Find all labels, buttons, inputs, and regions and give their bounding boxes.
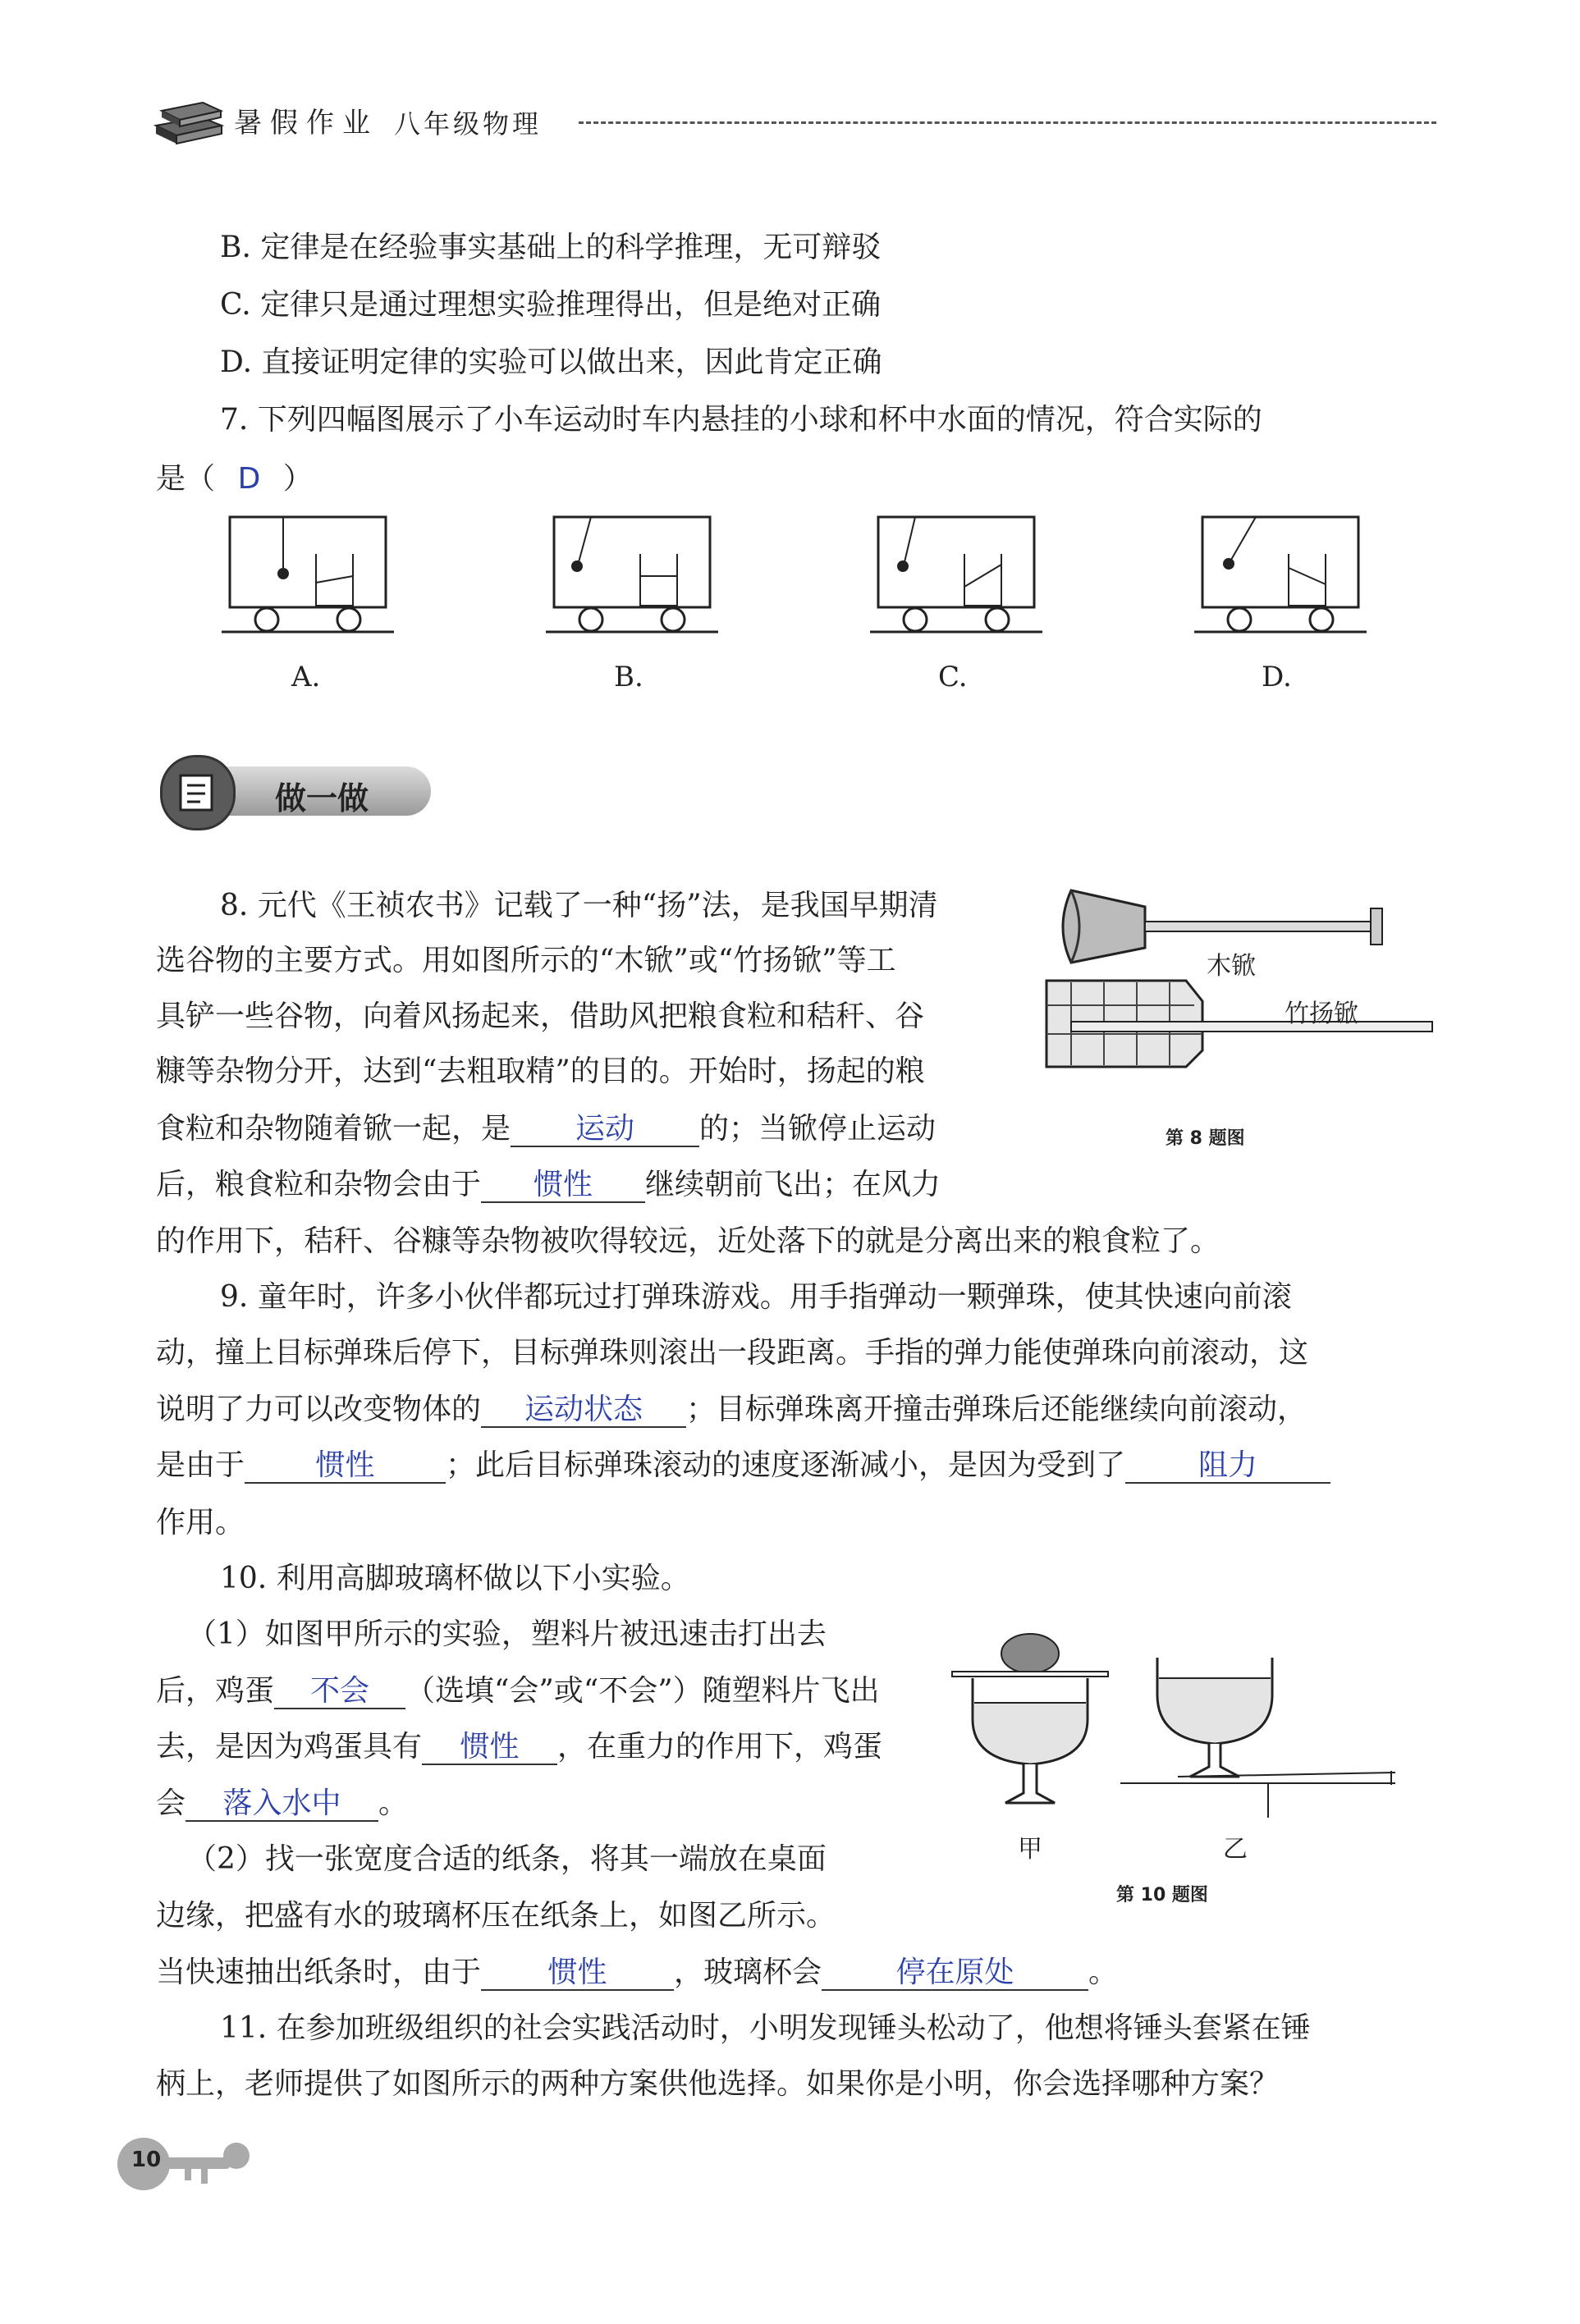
q10-figure-label-yi: 乙 <box>1223 1835 1248 1864</box>
bamboo-shovel-drawing <box>1046 981 1432 1067</box>
q9-answer-blank-3: 阻力 <box>1125 1449 1330 1484</box>
q10-answer-blank-4: 惯性 <box>481 1956 674 1991</box>
q8-line1: 8. 元代《王祯农书》记载了一种“扬”法，是我国早期清 <box>220 889 938 922</box>
q7-option-c-label: C. <box>938 661 968 693</box>
cart-figure-d <box>1194 517 1367 632</box>
notebook-icon <box>160 755 236 830</box>
q10-part1-line3-suffix: ，在重力的作用下，鸡蛋 <box>557 1730 883 1764</box>
q10-part1-line2-suffix: （选填“会”或“不会”）随塑料片飞出 <box>405 1674 880 1708</box>
q8-figure-label-bamboo: 竹扬锨 <box>1285 1000 1358 1028</box>
q10-figure-caption: 第 10 题图 <box>1116 1885 1208 1905</box>
cart-figure-b <box>546 517 718 632</box>
q10-part2-line1: （2）找一张宽度合适的纸条，将其一端放在桌面 <box>187 1842 827 1876</box>
q8-answer-blank-1: 运动 <box>511 1113 699 1147</box>
q9-line4-middle: ；此后目标弹珠滚动的速度逐渐减小，是因为受到了 <box>446 1448 1126 1482</box>
q10-part1-line2-prefix: 后，鸡蛋 <box>156 1674 275 1708</box>
q10-figure-label-jia: 甲 <box>1018 1835 1042 1864</box>
q8-figure <box>1038 882 1440 1104</box>
q11-line2: 柄上，老师提供了如图所示的两种方案供他选择。如果你是小明，你会选择哪种方案？ <box>156 2067 1280 2101</box>
q7-figures <box>222 517 1412 656</box>
q7-stem-suffix: ） <box>282 462 313 496</box>
q10-part1-line4-prefix: 会 <box>156 1786 186 1820</box>
q10-part2-line2: 边缘，把盛有水的玻璃杯压在纸条上，如图乙所示。 <box>156 1899 836 1933</box>
q9-line1: 9. 童年时，许多小伙伴都玩过打弹珠游戏。用手指弹动一颗弹珠，使其快速向前滚 <box>220 1280 1292 1314</box>
header-title: 暑假作业 <box>234 107 378 140</box>
q8-line5-suffix: 的；当锨停止运动 <box>699 1112 937 1146</box>
q10-stem: 10. 利用高脚玻璃杯做以下小实验。 <box>220 1562 690 1595</box>
q10-part2-line3-prefix: 当快速抽出纸条时，由于 <box>156 1956 482 1989</box>
q10-part1-line4-suffix: 。 <box>378 1786 409 1820</box>
q9-line4 <box>156 1444 1436 1487</box>
page-footer <box>90 2130 254 2195</box>
q8-figure-label-wooden: 木锨 <box>1207 952 1256 981</box>
page-number: 10 <box>131 2148 162 2172</box>
q8-line5-prefix: 食粒和杂物随着锨一起，是 <box>156 1112 511 1146</box>
q7-option-b-label: B. <box>614 661 643 693</box>
cart-figure-a <box>222 517 394 632</box>
books-icon <box>152 86 226 148</box>
q9-answer-blank-1: 运动状态 <box>481 1393 686 1428</box>
q8-line6 <box>156 1164 1436 1206</box>
q8-line6-suffix: 继续朝前飞出；在风力 <box>645 1168 941 1201</box>
q9-line4-prefix: 是由于 <box>156 1448 245 1482</box>
q10-part1-line3-prefix: 去，是因为鸡蛋具有 <box>156 1730 423 1764</box>
q9-line3-prefix: 说明了力可以改变物体的 <box>156 1393 482 1426</box>
q9-line2: 动，撞上目标弹珠后停下，目标弹珠则滚出一段距离。手指的弹力能使弹珠向前滚动，这 <box>156 1336 1309 1370</box>
q8-line3: 具铲一些谷物，向着风扬起来，借助风把粮食粒和秸秆、谷 <box>156 1000 925 1033</box>
glass-experiment-yi <box>1120 1658 1395 1818</box>
q7-stem-line1: 7. 下列四幅图展示了小车运动时车内悬挂的小球和杯中水面的情况，符合实际的 <box>220 403 1262 437</box>
q9-line5: 作用。 <box>156 1506 245 1539</box>
glass-experiment-jia <box>952 1634 1108 1803</box>
q9-line3 <box>156 1388 1436 1431</box>
section-banner <box>160 755 439 829</box>
header-rule <box>579 121 1436 124</box>
q10-part2-line3-middle: ，玻璃杯会 <box>674 1956 822 1989</box>
cart-figure-c <box>870 517 1042 632</box>
q10-answer-blank-3: 落入水中 <box>185 1787 378 1822</box>
q10-part1-line1: （1）如图甲所示的实验，塑料片被迅速击打出去 <box>187 1617 827 1651</box>
q7-stem-line2 <box>156 458 1436 501</box>
q10-answer-blank-2: 惯性 <box>422 1731 557 1765</box>
q9-line3-suffix: ；目标弹珠离开撞击弹珠后还能继续向前滚动， <box>686 1393 1308 1426</box>
q6-option-d: D. 直接证明定律的实验可以做出来，因此肯定正确 <box>220 345 882 379</box>
q8-line6-prefix: 后，粮食粒和杂物会由于 <box>156 1168 482 1201</box>
header-subtitle: 八年级物理 <box>394 108 543 140</box>
q9-answer-blank-2: 惯性 <box>245 1449 446 1484</box>
q8-line4: 糠等杂物分开，达到“去粗取精”的目的。开始时，扬起的粮 <box>156 1054 925 1088</box>
key-icon <box>107 2130 254 2195</box>
q7-stem-prefix: 是（ <box>156 462 216 496</box>
q10-figure <box>948 1629 1408 1834</box>
q7-option-d-label: D. <box>1262 661 1292 693</box>
q6-option-c: C. 定律只是通过理想实验推理得出，但是绝对正确 <box>220 288 882 322</box>
q7-option-a-label: A. <box>291 661 321 693</box>
q8-figure-caption: 第 8 题图 <box>1166 1128 1245 1149</box>
q7-answer: D <box>237 462 261 496</box>
q10-part2-line3 <box>156 1951 1436 1994</box>
q8-answer-blank-2: 惯性 <box>481 1169 645 1203</box>
q8-line2: 选谷物的主要方式。用如图所示的“木锨”或“竹扬锨”等工 <box>156 944 896 977</box>
q6-option-b: B. 定律是在经验事实基础上的科学推理，无可辩驳 <box>220 231 882 264</box>
q10-answer-blank-5: 停在原处 <box>822 1956 1088 1991</box>
section-title: 做一做 <box>275 780 369 817</box>
q8-line7: 的作用下，秸秆、谷糠等杂物被吹得较远，近处落下的就是分离出来的粮食粒了。 <box>156 1224 1220 1258</box>
q11-line1: 11. 在参加班级组织的社会实践活动时，小明发现锤头松动了，他想将锤头套紧在锤 <box>220 2011 1311 2045</box>
q10-answer-blank-1: 不会 <box>274 1675 405 1709</box>
q10-part2-line3-suffix: 。 <box>1088 1956 1119 1989</box>
